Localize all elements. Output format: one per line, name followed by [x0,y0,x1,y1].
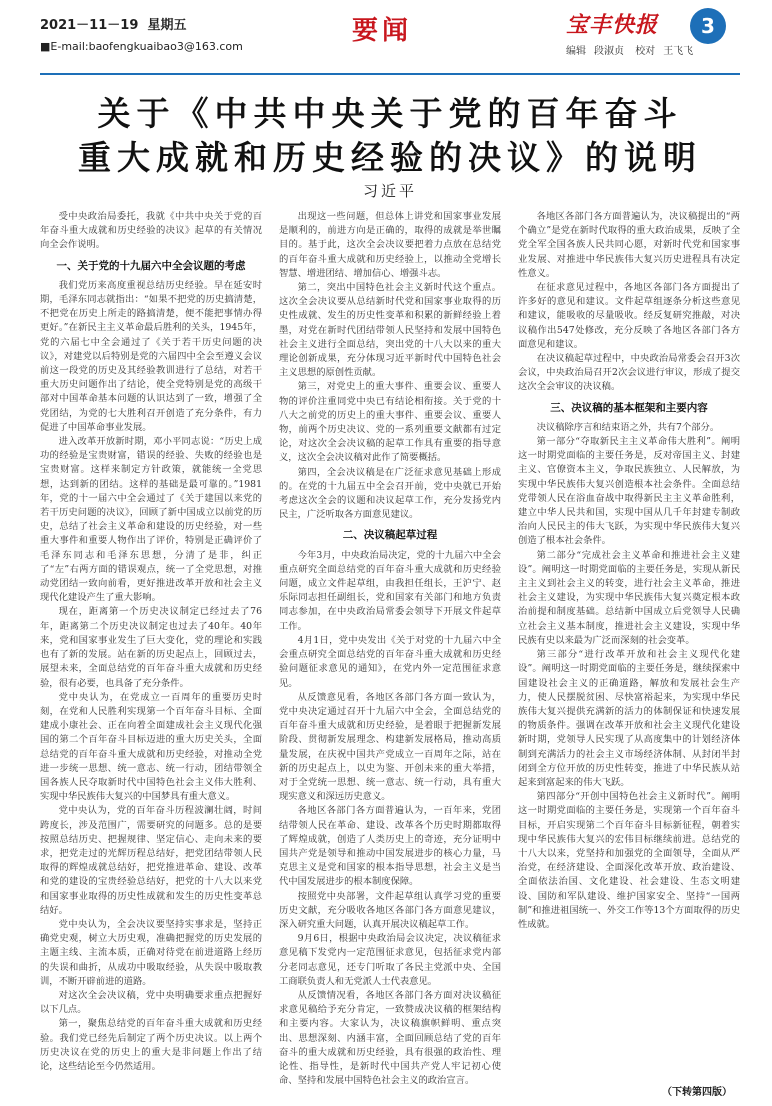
body-paragraph: 现在，距离第一个历史决议制定已经过去了76年，距离第二个历史决议制定也过去了40年。40年来，党和国家事业发生了巨大变化，党的理论和实践也有了新的发展。站在新的历史起点上，回顾过去，展望未来，全面总结党的百年奋斗重大成就和历史经验，很有必要，也具备了充分条件。 [40,606,262,689]
body-paragraph: 从反馈情况看，各地区各部门各方面对决议稿征求意见稿给予充分肯定，一致赞成决议稿的框架结构和主要内容。大家认为，决议稿旗帜鲜明、重点突出、思想深刻、内涵丰富，全面回顾总结了党的百年奋斗的重大成就和历史经验，具有很强的政治性、理论性、指导性，是新时代中国共产党人牢记初心使命、坚持和发展中国特色社会主义的政治宣言。 [279,989,501,1087]
issue-date: 2021－11－19 星期五 [40,18,187,33]
body-paragraph: 第二部分“完成社会主义革命和推进社会主义建设”。阐明这一时期党面临的主要任务是，实现从新民主主义到社会主义的转变，进行社会主义革命，推进社会主义建设，为实现中华民族伟大复兴奠定根本政治前提和制度基础。总结新中国成立后党领导人民确立社会主义基本制度，推进社会主义建设，实现中华民族有史以来最为广泛而深刻的社会变革。 [518,549,740,646]
body-paragraph: 出现这一些问题，但总体上讲党和国家事业发展是顺利的，前进方向是正确的，取得的成就是举世瞩目的。基于此，这次全会决议要把着力点放在总结党的百年奋斗重大成就和历史经验上，以推动全党增长智慧、增进团结、增加信心、增强斗志。 [279,211,501,279]
body-paragraph: 对这次全会决议稿，党中央明确要求重点把握好以下几点。 [40,989,262,1016]
column-3 [518,210,740,1098]
body-paragraph: 第三，对党史上的重大事件、重要会议、重要人物的评价注重同党中央已有结论相衔接。关于党的十八大之前党的历史上的重大事件、重要会议、重要人物，前两个历史决议、党的一系列重要文献都有过定论，对这次全会决议稿的起草工作具有重要的指导意义，这次全会决议稿对此作了简要概括。 [279,381,501,464]
body-paragraph: 各地区各部门各方面普遍认为，一百年来，党团结带领人民在革命、建设、改革各个历史时期都取得了辉煌成就，创造了人类历史上的奇迹，充分证明中国共产党是领导和推动中国发展进步的核心力量，马克思主义是党和国家的根本指导思想，社会主义是当代中国发展进步的根本制度保障。 [279,805,501,888]
proof-label: 校对 [635,46,656,57]
body-paragraph: 第二，突出中国特色社会主义新时代这个重点。这次全会决议要从总结新时代党和国家事业取得的历史性成就、发生的历史性变革和积累的新鲜经验上着墨，对党在新时代团结带领人民坚持和发展中国特色社会主义进行全面总结，突出党的十八大以来的重大理论创新成果，充分体现习近平新时代中国特色社会主义思想的原创性贡献。 [279,282,501,379]
editor-label: 编辑 [566,46,586,57]
staff-credits [566,42,701,57]
subheading-3: 三、决议稿的基本框架和主要内容 [550,401,708,414]
body-paragraph: 党中央认为，在党成立一百周年的重要历史时刻，在党和人民胜利实现第一个百年奋斗目标、全面建成小康社会、正在向着全面建成社会主义现代化强国的第二个百年奋斗目标迈进的重大历史关头，全面总结党的百年奋斗重大成就和历史经验，对推动全党进一步统一思想、统一意志、统一行动，团结带领全国各族人民夺取新时代中国特色社会主义伟大胜利、实现中华民族伟大复兴的中国梦具有重大意义。 [40,691,262,803]
continued-notice: （下转第四版） [658,1083,732,1098]
editor-name: 段淑贞 [594,46,624,57]
page-number-badge: 3 [690,8,726,44]
masthead [40,8,740,68]
body-paragraph: 在征求意见过程中，各地区各部门各方面提出了许多好的意见和建议。文件起草组逐条分析这些意见和建议，能吸收的尽量吸收。经反复研究推敲，对决议稿作出547处修改，充分反映了各地区各部门各方面意见和建议。 [518,282,740,350]
body-paragraph: 决议稿除序言和结束语之外，共有7个部分。 [536,421,720,433]
subheading-2: 二、决议稿起草过程 [342,529,438,542]
body-paragraph: 进入改革开放新时期，邓小平同志说：“历史上成功的经验是宝贵财富，错误的经验、失败的经验也是宝贵财富。这样来制定方针政策，就能统一全党思想，达到新的团结。这样的基础是最可靠的。”1981年，党的十一届六中全会通过了《关于建国以来党的若干历史问题的决议》，回顾了新中国成立以前党的历史，总结了社会主义革命和建设的历史经验，对一些重大事件和重要人物作出了评价，特别是正确评价了毛泽东同志和毛泽东思想，分清了是非，纠正了“左”右两方面的错误观点，统一了全党思想，对推动党团结一致向前看，更好推进改革开放和社会主义现代化建设产生了重大影响。 [40,436,262,604]
header-divider [40,73,740,75]
body-paragraph: 第一部分“夺取新民主主义革命伟大胜利”。阐明这一时期党面临的主要任务是，反对帝国主义、封建主义、官僚资本主义，争取民族独立、人民解放，为实现中华民族伟大复兴创造根本社会条件。全面总结党带领人民在浴血奋战中取得新民主主义革命胜利，建立中华人民共和国，实现中国从几千年封建专制政治向人民民主的伟大飞跃，为实现中华民族伟大复兴创造了根本社会条件。 [518,436,740,547]
intro-paragraph: 受中央政治局委托，我就《中共中央关于党的百年奋斗重大成就和历史经验的决议》起草的有关情况向全会作说明。 [40,211,262,251]
section-title: 要闻 [352,16,413,46]
column-2 [279,210,501,1098]
body-paragraph: 9月6日，根据中央政治局会议决定，决议稿征求意见稿下发党内一定范围征求意见，包括征求党内部分老同志意见，还专门听取了各民主党派中央、全国工商联负责人和无党派人士代表意见。 [279,933,501,987]
body-paragraph: 4月1日，党中央发出《关于对党的十九届六中全会重点研究全面总结党的百年奋斗重大成就和历史经验问题征求意见的通知》，在党内外一定范围征求意见。 [279,634,501,689]
body-paragraph: 党中央认为，全会决议要坚持实事求是，坚持正确党史观，树立大历史观，准确把握党的历史发展的主题主线、主流本质，正确对待党在前进道路上经历的失误和曲折，从成功中吸取经验，从失误中吸取教训，不断开辟前进的道路。 [40,918,262,987]
author-byline: 习近平 [362,182,417,200]
body-paragraph: 第三部分“进行改革开放和社会主义现代化建设”。阐明这一时期党面临的主要任务是，继续探索中国建设社会主义的正确道路，解放和发展社会生产力，使人民摆脱贫困、尽快富裕起来，为实现中华民族伟大复兴提供充满新的活力的体制保证和快速发展的物质条件。强调在改革开放和社会主义现代化建设新时期，党领导人民实现了从高度集中的计划经济体制到充满活力的社会主义市场经济体制、从封闭半封闭到全方位开放的历史性转变，推进了中华民族从站起来到富起来的伟大飞跃。 [518,649,740,788]
body-paragraph: 按照党中央部署，文件起草组认真学习党的重要历史文献，充分吸收各地区各部门各方面意见建议，深入研究重大问题，认真开展决议稿起草工作。 [279,890,501,930]
body-paragraph: 第四部分“开创中国特色社会主义新时代”。阐明这一时期党面临的主要任务是，实现第一个百年奋斗目标，开启实现第二个百年奋斗目标新征程，朝着实现中华民族伟大复兴的宏伟目标继续前进。总结党的十八大以来，党坚持和加强党的全面领导，全面从严治党，在经济建设、全面深化改革开放、政治建设、全面依法治国、文化建设、社会建设、生态文明建设、国防和军队建设、维护国家安全、坚持“一国两制”和推进祖国统一、外交工作等13个方面取得的历史性成就。 [518,791,740,930]
article-headline [40,92,740,180]
body-paragraph: 在决议稿起草过程中，中央政治局常委会召开3次会议，中央政治局召开2次会议进行审议，形成了提交这次全会审议的决议稿。 [518,353,740,393]
headline-line-1: 关于《中共中央关于党的百年奋斗 [97,94,683,133]
body-paragraph: 今年3月，中央政治局决定，党的十九届六中全会重点研究全面总结党的百年奋斗重大成就和历史经验问题，成立文件起草组，由我担任组长，王沪宁、赵乐际同志担任副组长，党和国家有关部门和地方负责同志参加，在中央政治局常委会领导下开展文件起草工作。 [279,549,501,632]
contact-email: ■E-mail:baofengkuaibao3@163.com [40,40,243,53]
weekday: 星期五 [147,18,187,33]
proofreader-name: 王飞飞 [663,46,694,57]
body-paragraph: 从反馈意见看，各地区各部门各方面一致认为，党中央决定通过召开十九届六中全会，全面总结党的百年奋斗重大成就和历史经验，是着眼于把握新发展阶段、贯彻新发展理念、构建新发展格局，推动高质量发展，在庆祝中国共产党成立一百周年之际，站在新的历史起点上，以史为鉴、开创未来的重大举措，对于全党统一思想、统一意志、统一行动，具有重大现实意义和深远历史意义。 [279,691,501,803]
column-1 [40,210,262,1098]
subheading-1: 一、关于党的十九届六中全会议题的考虑 [56,259,246,272]
body-paragraph: 党中央认为，党的百年奋斗历程波澜壮阔，时间跨度长，涉及范围广，需要研究的问题多。总的是要按照总结历史、把握规律、坚定信心、走向未来的要求，把党走过的光辉历程总结好，把党团结带领人民取得的辉煌成就总结好，把党推进革命、建设、改革和党的建设的宝贵经验总结好，把党的十八大以来党和国家事业取得的历史性成就和发生的历史性变革总结好。 [40,805,262,916]
body-paragraph: 第四，全会决议稿是在广泛征求意见基础上形成的。在党的十九届五中全会召开前，党中央就已开始考虑这次全会的议题和决议起草工作，充分发扬党内民主，广泛听取各方面意见建议。 [279,466,501,521]
headline-line-2: 重大成就和历史经验的决议》的说明 [78,138,702,177]
newspaper-logo: 宝丰快报 [566,12,659,38]
body-paragraph: 我们党历来高度重视总结历史经验。早在延安时期，毛泽东同志就指出：“如果不把党的历史搞清楚，不把党在历史上所走的路搞清楚，便不能把事情办得更好。”在新民主主义革命最后胜利的关头，1945年，党的六届七中全会通过了《关于若干历史问题的决议》，对建党以后特别是党的六届四中全会至遵义会议前这一段党的历史及其经验教训进行了总结，对若干重大历史问题作出了结论，使全党特别是党的高级干部对中国革命基本问题的认识达到了一致，增强了全党团结，为党的七大胜利召开创造了充分条件，有力促进了中国革命事业发展。 [40,279,262,433]
article-body [40,210,740,1098]
body-paragraph: 第一，聚焦总结党的百年奋斗重大成就和历史经验。我们党已经先后制定了两个历史决议。以上两个历史决议在党的历史上的重大是非问题上作出了结论，这些结论至今仍然适用。 [40,1018,262,1072]
body-paragraph: 各地区各部门各方面普遍认为，决议稿提出的“两个确立”是党在新时代取得的重大政治成果，反映了全党全军全国各族人民共同心愿，对新时代党和国家事业发展、对推进中华民族伟大复兴历史进程具有决定性意义。 [518,211,740,279]
